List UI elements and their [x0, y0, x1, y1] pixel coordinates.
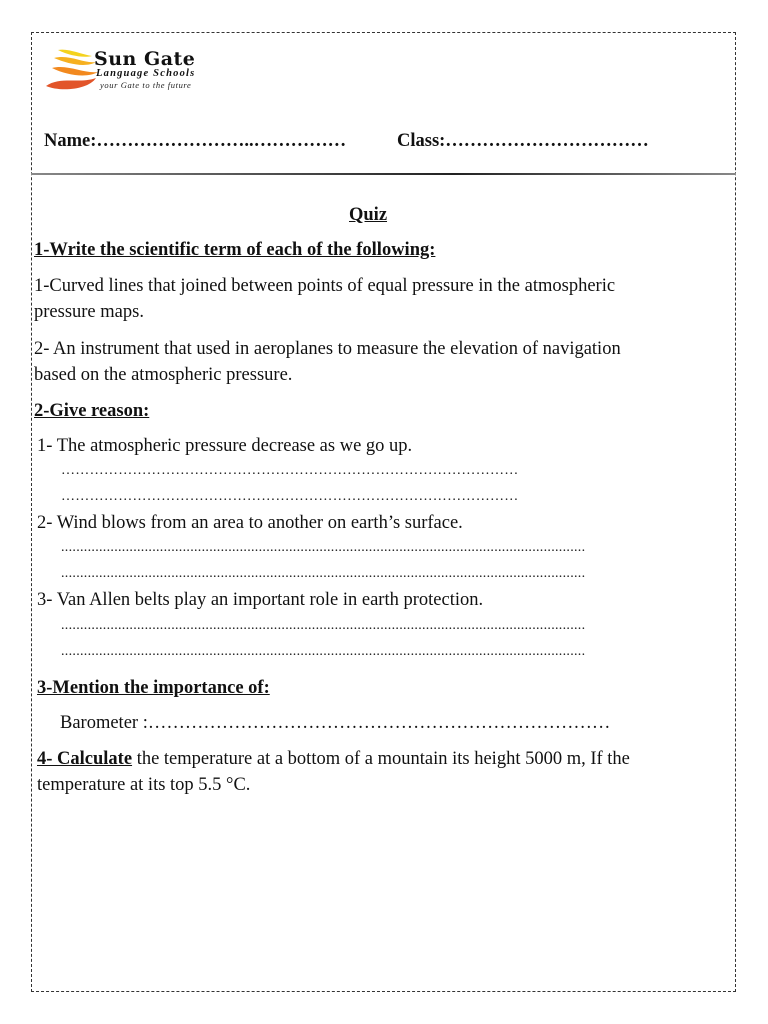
q3-heading: 3-Mention the importance of: — [37, 678, 270, 698]
name-field[interactable]: Name:……………………..…………… — [44, 131, 347, 151]
q1-heading: 1-Write the scientific term of each of the following: — [34, 240, 436, 260]
header-separator — [31, 173, 736, 175]
q2-item-1: 1- The atmospheric pressure decrease as we go up. — [37, 436, 413, 456]
q1-item-2-line2: based on the atmospheric pressure. — [34, 365, 293, 385]
q2-item-2: 2- Wind blows from an area to another on earth’s surface. — [37, 513, 463, 533]
logo-title: Sun Gate — [94, 48, 196, 70]
class-field[interactable]: Class:…………………………… — [397, 131, 649, 151]
q1-item-1-line2: pressure maps. — [34, 302, 144, 322]
answer-line[interactable]: .......................................................................................................................................... — [61, 618, 586, 633]
answer-line[interactable]: .......................................................................................................................................... — [61, 540, 586, 555]
q4-line2: temperature at its top 5.5 °C. — [37, 775, 251, 795]
answer-line[interactable]: …………………………………………………………………………………… — [61, 489, 519, 504]
q4-text: the temperature at a bottom of a mountain its height 5000 m, If the — [132, 749, 630, 769]
q2-heading: 2-Give reason: — [34, 401, 150, 421]
answer-line[interactable]: .......................................................................................................................................... — [61, 566, 586, 581]
answer-line[interactable]: .......................................................................................................................................... — [61, 644, 586, 659]
q4-heading: 4- Calculate — [37, 749, 133, 769]
answer-line[interactable]: …………………………………………………………………………………… — [61, 463, 519, 478]
q4-line1 — [37, 746, 630, 772]
q2-item-3: 3- Van Allen belts play an important role in earth protection. — [37, 590, 484, 610]
quiz-title: Quiz — [349, 205, 388, 225]
logo-subtitle: Language Schools — [96, 68, 196, 79]
q1-item-2-line1: 2- An instrument that used in aeroplanes to measure the elevation of navigation — [34, 339, 621, 359]
q3-item-barometer[interactable]: Barometer :………………………………………………………………… — [60, 713, 611, 733]
logo-tagline: your Gate to the future — [100, 80, 192, 90]
q1-item-1-line1: 1-Curved lines that joined between points of equal pressure in the atmospheric — [34, 276, 616, 296]
